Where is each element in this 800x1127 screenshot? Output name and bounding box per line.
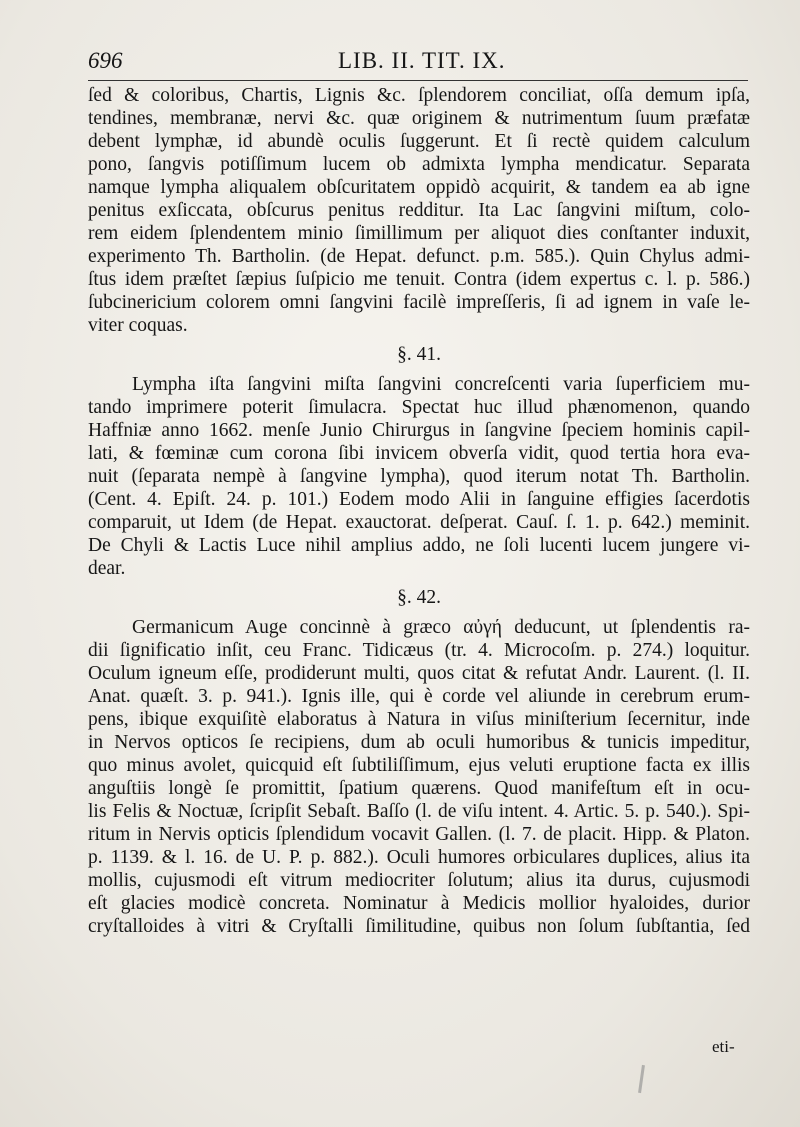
text-line: pens, ibique exquiſitè elaboratus à Natura in viſus miniſterium ſecernitur, inde xyxy=(88,709,750,730)
text-line: experimento Th. Bartholin. (de Hepat. defunct. p.m. 585.). Quin Chylus admi- xyxy=(88,246,750,267)
text-line: Lympha iſta ſangvini miſta ſangvini concreſcenti varia ſuperficiem mu- xyxy=(132,374,750,395)
header-rule xyxy=(88,80,748,81)
page-number: 696 xyxy=(88,48,123,73)
text-line: anguſtiis longè ſe promittit, ſpatium quærens. Quod manifeſtum eſt in ocu- xyxy=(88,778,750,799)
text-line: lis Felis & Noctuæ, ſcripſit Sebaſt. Baſſo (l. de viſu intent. 4. Artic. 5. p. 540.). Spi- xyxy=(88,801,750,822)
text-line: mollis, cujusmodi eſt vitrum mediocriter ſolutum; alius ita durus, cujusmodi xyxy=(88,870,750,891)
text-line: in Nervos opticos ſe recipiens, dum ab oculi humoribus & tunicis impeditur, xyxy=(88,732,750,753)
catchword: eti- xyxy=(712,1037,735,1056)
text-line: ſtus idem præſtet ſæpius ſuſpicio me tenuit. Contra (idem expertus c. l. p. 586.) xyxy=(88,269,750,290)
text-line: Oculum igneum eſſe, prodiderunt multi, quos citat & refutat Andr. Laurent. (l. II. xyxy=(88,663,750,684)
text-line: De Chyli & Lactis Luce nihil amplius addo, ne ſoli lucenti lucem jungere vi- xyxy=(88,535,750,556)
text-line: comparuit, ut Idem (de Hepat. exauctorat. deſperat. Cauſ. ſ. 1. p. 642.) meminit. xyxy=(88,512,750,533)
text-line: Haffniæ anno 1662. menſe Junio Chirurgus in ſangvine ſpeciem hominis capil- xyxy=(88,420,750,441)
text-line: penitus exſiccata, obſcurus penitus redditur. Ita Lac ſangvini miſtum, colo- xyxy=(88,200,750,221)
text-line: quo minus avolet, quicquid eſt ſubtiliſſimum, ejus veluti eruptione facta ex illis xyxy=(88,755,750,776)
text-line: dii ſignificatio inſit, ceu Franc. Tidicæus (tr. 4. Microcoſm. p. 274.) loquitur. xyxy=(88,640,750,661)
text-line: nuit (ſeparata nempè à ſangvine lympha), quod iterum notat Th. Bartholin. xyxy=(88,466,750,487)
text-line: tendines, membranæ, nervi &c. quæ originem & nutrimentum ſuum præfatæ xyxy=(88,108,750,129)
text-line: viter coquas. xyxy=(88,315,188,336)
text-line: namque lympha aliqualem obſcuritatem oppidò acquirit, & tandem ea ab igne xyxy=(88,177,750,198)
text-line: dear. xyxy=(88,558,126,579)
page-header xyxy=(88,46,748,80)
text-line: ſed & coloribus, Chartis, Lignis &c. ſplendorem conciliat, oſſa demum ipſa, xyxy=(88,85,750,106)
section-heading: §. 42. xyxy=(397,587,441,608)
text-line: eſt glacies modicè concreta. Nominatur à Medicis mollior hyaloides, durior xyxy=(88,893,750,914)
text-line: lati, & fœminæ cum corona ſibi invicem obverſa vidit, quod tertia hora eva- xyxy=(88,443,750,464)
text-line: pono, ſangvis potiſſimum lucem ob admixta lympha mendicatur. Separata xyxy=(88,154,750,175)
text-line: Anat. quæſt. 3. p. 941.). Ignis ille, qui è corde vel aliunde in cerebrum erum- xyxy=(88,686,750,707)
ink-smudge xyxy=(638,1065,645,1093)
text-line: ritum in Nervis opticis ſplendidum vocavit Gallen. (l. 7. de placit. Hipp. & Platon. xyxy=(88,824,750,845)
text-line: cryſtalloides à vitri & Cryſtalli ſimilitudine, quibus non ſolum ſubſtantia, ſed xyxy=(88,916,750,937)
text-line: p. 1139. & l. 16. de U. P. p. 882.). Oculi humores orbiculares duplices, alius ita xyxy=(88,847,750,868)
section-heading: §. 41. xyxy=(397,344,441,365)
text-body xyxy=(88,84,750,938)
text-line: tando imprimere poterit ſimulacra. Spectat huc illud phænomenon, quando xyxy=(88,397,750,418)
text-line: rem eidem ſplendentem minio ſimillimum per aliquot dies conſtanter induxit, xyxy=(88,223,750,244)
text-line: Germanicum Auge concinnè à græco αὐγή deducunt, ut ſplendentis ra- xyxy=(132,617,750,638)
text-line: ſubcinericium colorem omni ſangvini facilè impreſſeris, ſi ad ignem in vaſe le- xyxy=(88,292,750,313)
running-head: LIB. II. TIT. IX. xyxy=(338,48,506,73)
text-line: (Cent. 4. Epiſt. 24. p. 101.) Eodem modo Alii in ſanguine effigies ſacerdotis xyxy=(88,489,750,510)
text-line: debent lymphæ, id abundè oculis ſuggerunt. Et ſi rectè quidem calculum xyxy=(88,131,750,152)
